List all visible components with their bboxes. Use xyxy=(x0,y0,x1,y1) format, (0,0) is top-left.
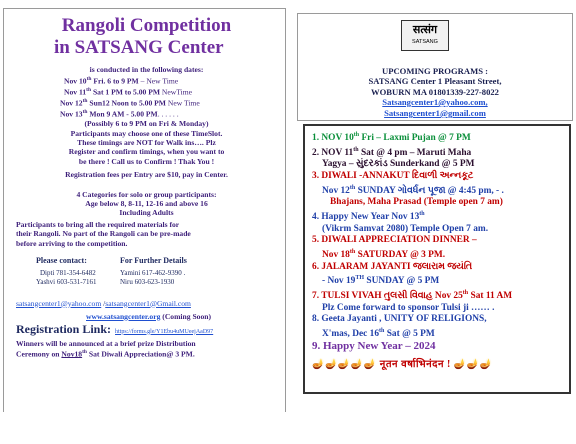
info-line: Participants may choose one of these TimeSlot. xyxy=(70,128,223,138)
satsang-logo xyxy=(401,20,449,51)
schedule-row: Nov 11th Sat 1 PM to 5.00 PM NewTime xyxy=(64,87,193,97)
logo-word: SATSANG xyxy=(412,39,438,45)
fee-text: Registration fees per Entry are $10, pay in Center. xyxy=(65,170,228,180)
schedule-row: Nov 13th Mon 9 AM - 5.00 PM. . . . . . xyxy=(60,109,179,119)
email-link[interactable]: Satsangcenter1@gmail.com xyxy=(384,107,486,118)
contact-entry: Yamini 617-462-9390 . xyxy=(120,268,186,277)
contacts-column xyxy=(36,256,120,288)
program-item: 6. JALARAM JAYANTI જલારામ જયંતિ xyxy=(312,261,473,272)
categories-block xyxy=(16,190,277,218)
winners-line: Winners will be announced at a brief prize Distribution xyxy=(16,338,196,348)
categories-line: 4 Categories for solo or group participants: xyxy=(76,189,217,199)
winners-line: Ceremony on Nov18th Sat Diwali Appreciation@ 3 PM. xyxy=(16,348,195,359)
info-line: These timings are NOT for Walk ins…. Plz xyxy=(77,137,216,147)
logo-glyph: सत्संग xyxy=(412,24,438,36)
greeting-text: नूतन वर्षाभिनंदन ! xyxy=(379,359,451,371)
info-block xyxy=(16,119,277,166)
categories-line: Including Adults xyxy=(119,208,174,218)
program-item: 8. Geeta Jayanti , UNITY OF RELIGIONS, xyxy=(312,314,487,325)
contact-entry: Niru 603-623-1930 xyxy=(120,278,175,287)
email-line: satsangcenter1@yahoo.com /satsangcenter1@Gmail.com xyxy=(16,298,191,308)
participants-line: their Rangoli. No part of the Rangoli can be pre-made xyxy=(16,229,191,239)
address-line: SATSANG Center 1 Pleasant Street, xyxy=(368,76,502,87)
program-item: 5. DIWALI APPRECIATION DINNER – xyxy=(312,235,477,246)
program-item: 4. Happy New Year Nov 13th xyxy=(312,210,425,223)
schedule-row: Nov 10th Fri. 6 to 9 PM – New Time xyxy=(64,76,179,86)
program-item-cont: Nov 12th SUNDAY ગોવર્ધન પૂજા @ 4:45 pm, - . xyxy=(322,184,504,196)
contact-entry: Dipti 781-354-6482 xyxy=(40,268,96,277)
participants-line: Participants to bring all the required materials for xyxy=(16,219,180,229)
program-item-cont: Bhajans, Maha Prasad (Temple open 7 am) xyxy=(330,197,503,208)
program-item: 1. NOV 10th Fri – Laxmi Pujan @ 7 PM xyxy=(312,132,471,144)
program-item-cont: (Vikrm Samvat 2080) Temple Open 7 am. xyxy=(322,223,489,234)
email-gmail-link[interactable]: satsangcenter1@Gmail.com xyxy=(105,298,191,308)
contact-entry: Yashvi 603-531-7161 xyxy=(36,278,97,287)
upcoming-heading: UPCOMING PROGRAMS : xyxy=(382,66,488,76)
flyer-subtitle: in SATSANG Center xyxy=(54,37,224,58)
details-header: For Further Details xyxy=(120,256,187,266)
program-item-cont: Yagya – સુંદરકાંડ Sunderkand @ 5 PM xyxy=(322,159,475,170)
program-item: 2. NOV 11th Sat @ 4 pm – Maruti Maha xyxy=(312,146,472,158)
participants-block xyxy=(16,220,277,248)
registration-link[interactable]: https://forms.gle/Y1Ebu4uMUeejAaD97 xyxy=(115,328,214,335)
program-item: 9. Happy New Year – 2024 xyxy=(312,339,436,352)
program-item: 7. TULSI VIVAH તુલસી વિવાહ Nov 25th Sat 11 AM xyxy=(312,289,513,301)
website-line: www.satsangcenter.org (Coming Soon) xyxy=(86,311,212,321)
programs-list xyxy=(303,124,571,394)
diya-lamp-icons: 🪔🪔🪔🪔🪔 xyxy=(312,359,377,371)
diya-lamp-icons: 🪔🪔🪔 xyxy=(453,359,493,371)
rangoli-flyer xyxy=(3,8,286,412)
email-yahoo-link[interactable]: satsangcenter1@yahoo.com xyxy=(16,298,102,308)
schedule-list xyxy=(16,75,277,119)
contact-header: Please contact: xyxy=(36,256,87,266)
website-link[interactable]: www.satsangcenter.org xyxy=(86,311,161,321)
info-line: (Possibly 6 to 9 PM on Fri & Monday) xyxy=(84,119,209,129)
upcoming-text xyxy=(298,66,572,119)
contacts-block xyxy=(16,256,277,288)
email-link[interactable]: Satsangcenter1@yahoo.com, xyxy=(382,96,488,107)
registration-label: Registration Link: xyxy=(16,321,112,336)
address-line: WOBURN MA 01801339-227-8022 xyxy=(371,86,499,97)
program-item: 3. DIWALI -ANNAKUT દિવાળી અન્નકૂટ xyxy=(312,171,474,182)
info-line: be there ! Call us to Confirm ! Thak You ! xyxy=(78,156,215,166)
info-line: Register and confirm timings, when you want to xyxy=(68,147,225,157)
program-item-cont: X'mas, Dec 16th Sat @ 5 PM xyxy=(322,327,435,339)
upcoming-header-box xyxy=(297,13,573,121)
categories-line: Age below 8, 8-11, 12-16 and above 16 xyxy=(85,199,208,208)
program-item-cont: Plz Come forward to sponsor Tulsi ji …… . xyxy=(322,302,495,313)
new-year-greeting xyxy=(312,359,565,371)
flyer-title: Rangoli Competition xyxy=(61,15,232,36)
schedule-row: Nov 12th Sun12 Noon to 5.00 PM New Time xyxy=(60,98,200,108)
participants-line: before arriving to the competition. xyxy=(16,238,128,248)
program-item-cont: - Nov 19TH SUNDAY @ 5 PM xyxy=(322,275,440,287)
intro-text: is conducted in the following dates: xyxy=(89,65,204,74)
program-item-cont: Nov 18th SATURDAY @ 3 PM. xyxy=(322,248,446,260)
details-column xyxy=(120,256,240,288)
registration-line xyxy=(16,322,277,339)
